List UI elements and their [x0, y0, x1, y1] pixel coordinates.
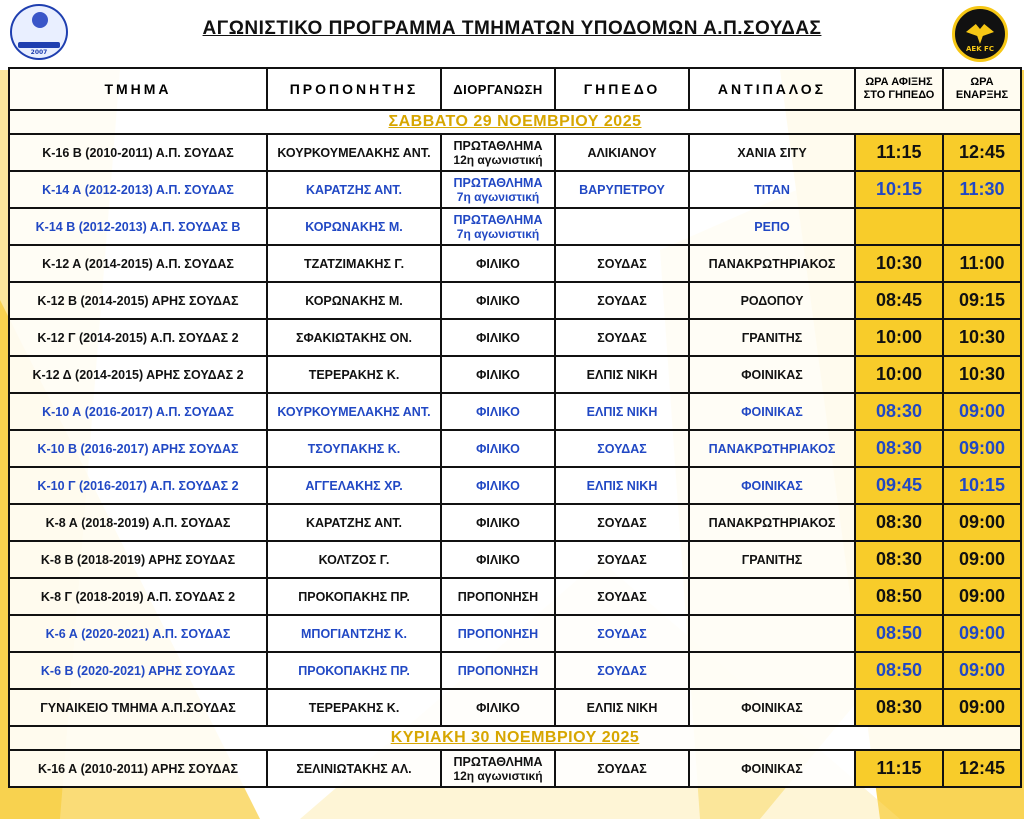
- organization-cell: [441, 319, 555, 356]
- team-cell: Κ-10 Α (2016-2017) Α.Π. ΣΟΥΔΑΣ: [9, 393, 267, 430]
- table-row: [9, 541, 1021, 578]
- opponent-cell: ΦΟΙΝΙΚΑΣ: [689, 750, 855, 787]
- organization-label: ΠΡΩΤΑΘΛΗΜΑ: [453, 138, 543, 153]
- start-time-cell: 09:00: [943, 652, 1021, 689]
- team-cell: Κ-8 Β (2018-2019) ΑΡΗΣ ΣΟΥΔΑΣ: [9, 541, 267, 578]
- organization-label: ΠΡΩΤΑΘΛΗΜΑ: [453, 754, 543, 769]
- venue-cell: ΒΑΡΥΠΕΤΡΟΥ: [555, 171, 689, 208]
- venue-cell: ΣΟΥΔΑΣ: [555, 245, 689, 282]
- organization-cell: [441, 578, 555, 615]
- coach-cell: ΤΕΡΕΡΑΚΗΣ Κ.: [267, 356, 441, 393]
- header-coach: ΠΡΟΠΟΝΗΤΗΣ: [267, 68, 441, 110]
- start-time-cell: 10:30: [943, 356, 1021, 393]
- organization-cell: [441, 615, 555, 652]
- arrival-time-cell: 08:50: [855, 578, 943, 615]
- opponent-cell: ΦΟΙΝΙΚΑΣ: [689, 689, 855, 726]
- organization-label: ΠΡΩΤΑΘΛΗΜΑ: [453, 212, 543, 227]
- team-cell: Κ-12 Β (2014-2015) ΑΡΗΣ ΣΟΥΔΑΣ: [9, 282, 267, 319]
- arrival-time-cell: 10:00: [855, 356, 943, 393]
- table-row: [9, 282, 1021, 319]
- header: [0, 0, 1024, 66]
- arrival-time-cell: 08:50: [855, 652, 943, 689]
- venue-cell: ΣΟΥΔΑΣ: [555, 578, 689, 615]
- arrival-time-cell: 08:30: [855, 541, 943, 578]
- team-cell: Κ-12 Α (2014-2015) Α.Π. ΣΟΥΔΑΣ: [9, 245, 267, 282]
- organization-label: ΦΙΛΙΚΟ: [476, 478, 520, 493]
- start-time-cell: 09:15: [943, 282, 1021, 319]
- opponent-cell: ΡΕΠΟ: [689, 208, 855, 245]
- coach-cell: ΚΟΡΩΝΑΚΗΣ Μ.: [267, 282, 441, 319]
- organization-cell: [441, 134, 555, 171]
- opponent-cell: [689, 652, 855, 689]
- coach-cell: ΚΟΛΤΖΟΣ Γ.: [267, 541, 441, 578]
- coach-cell: ΤΖΑΤΖΙΜΑΚΗΣ Γ.: [267, 245, 441, 282]
- arrival-time-cell: 08:30: [855, 689, 943, 726]
- opponent-cell: [689, 578, 855, 615]
- start-time-cell: 10:30: [943, 319, 1021, 356]
- opponent-cell: ΦΟΙΝΙΚΑΣ: [689, 393, 855, 430]
- coach-cell: ΚΟΥΡΚΟΥΜΕΛΑΚΗΣ ΑΝΤ.: [267, 134, 441, 171]
- table-row: [9, 171, 1021, 208]
- table-header-row: [9, 68, 1021, 110]
- venue-cell: ΕΛΠΙΣ ΝΙΚΗ: [555, 356, 689, 393]
- venue-cell: ΕΛΠΙΣ ΝΙΚΗ: [555, 467, 689, 504]
- organization-cell: [441, 393, 555, 430]
- arrival-time-cell: 08:45: [855, 282, 943, 319]
- matchday-label: 7η αγωνιστική: [456, 189, 540, 204]
- opponent-cell: ΦΟΙΝΙΚΑΣ: [689, 356, 855, 393]
- opponent-cell: [689, 615, 855, 652]
- organization-cell: [441, 504, 555, 541]
- opponent-cell: ΠΑΝΑΚΡΩΤΗΡΙΑΚΟΣ: [689, 504, 855, 541]
- matchday-label: 12η αγωνιστική: [453, 768, 543, 783]
- organization-label: ΦΙΛΙΚΟ: [476, 404, 520, 419]
- table-row: [9, 430, 1021, 467]
- venue-cell: ΣΟΥΔΑΣ: [555, 430, 689, 467]
- coach-cell: ΤΕΡΕΡΑΚΗΣ Κ.: [267, 689, 441, 726]
- organization-label: ΦΙΛΙΚΟ: [476, 367, 520, 382]
- opponent-cell: ΦΟΙΝΙΚΑΣ: [689, 467, 855, 504]
- team-cell: Κ-12 Γ (2014-2015) Α.Π. ΣΟΥΔΑΣ 2: [9, 319, 267, 356]
- day-heading-row: [9, 110, 1021, 134]
- organization-cell: [441, 430, 555, 467]
- opponent-cell: ΧΑΝΙΑ ΣΙΤΥ: [689, 134, 855, 171]
- team-cell: Κ-14 Α (2012-2013) Α.Π. ΣΟΥΔΑΣ: [9, 171, 267, 208]
- table-row: [9, 319, 1021, 356]
- coach-cell: ΑΓΓΕΛΑΚΗΣ ΧΡ.: [267, 467, 441, 504]
- coach-cell: ΚΑΡΑΤΖΗΣ ΑΝΤ.: [267, 504, 441, 541]
- organization-cell: [441, 356, 555, 393]
- table-row: [9, 245, 1021, 282]
- page-title: ΑΓΩΝΙΣΤΙΚΟ ΠΡΟΓΡΑΜΜΑ ΤΜΗΜΑΤΩΝ ΥΠΟΔΟΜΩΝ Α.Π.ΣΟΥΔΑΣ: [202, 18, 822, 39]
- venue-cell: ΣΟΥΔΑΣ: [555, 541, 689, 578]
- table-row: [9, 356, 1021, 393]
- header-team: ΤΜΗΜΑ: [9, 68, 267, 110]
- team-cell: Κ-12 Δ (2014-2015) ΑΡΗΣ ΣΟΥΔΑΣ 2: [9, 356, 267, 393]
- table-row: [9, 208, 1021, 245]
- arrival-time-cell: 11:15: [855, 134, 943, 171]
- start-time-cell: 11:00: [943, 245, 1021, 282]
- organization-label: ΦΙΛΙΚΟ: [476, 330, 520, 345]
- matchday-label: 7η αγωνιστική: [456, 226, 540, 241]
- opponent-cell: ΓΡΑΝΙΤΗΣ: [689, 541, 855, 578]
- header-arrival-time: ΩΡΑ ΑΦΙΞΗΣ ΣΤΟ ΓΗΠΕΔΟ: [855, 68, 943, 110]
- start-time-cell: 12:45: [943, 750, 1021, 787]
- arrival-time-cell: 10:15: [855, 171, 943, 208]
- organization-label: ΦΙΛΙΚΟ: [476, 515, 520, 530]
- opponent-cell: ΡΟΔΟΠΟΥ: [689, 282, 855, 319]
- start-time-cell: 09:00: [943, 615, 1021, 652]
- organization-cell: [441, 750, 555, 787]
- eagle-icon: [966, 24, 994, 44]
- venue-cell: ΣΟΥΔΑΣ: [555, 319, 689, 356]
- start-time-cell: 09:00: [943, 541, 1021, 578]
- venue-cell: ΣΟΥΔΑΣ: [555, 504, 689, 541]
- team-cell: Κ-8 Α (2018-2019) Α.Π. ΣΟΥΔΑΣ: [9, 504, 267, 541]
- table-row: [9, 615, 1021, 652]
- organization-label: ΠΡΩΤΑΘΛΗΜΑ: [453, 175, 543, 190]
- team-cell: Κ-6 Α (2020-2021) Α.Π. ΣΟΥΔΑΣ: [9, 615, 267, 652]
- arrival-time-cell: 08:30: [855, 393, 943, 430]
- arrival-time-cell: [855, 208, 943, 245]
- arrival-time-cell: 08:30: [855, 430, 943, 467]
- coach-cell: ΠΡΟΚΟΠΑΚΗΣ ΠΡ.: [267, 578, 441, 615]
- coach-cell: ΜΠΟΓΙΑΝΤΖΗΣ Κ.: [267, 615, 441, 652]
- coach-cell: ΠΡΟΚΟΠΑΚΗΣ ΠΡ.: [267, 652, 441, 689]
- coach-cell: ΚΑΡΑΤΖΗΣ ΑΝΤ.: [267, 171, 441, 208]
- coach-cell: ΚΟΥΡΚΟΥΜΕΛΑΚΗΣ ΑΝΤ.: [267, 393, 441, 430]
- organization-cell: [441, 282, 555, 319]
- start-time-cell: 11:30: [943, 171, 1021, 208]
- start-time-cell: [943, 208, 1021, 245]
- organization-label: ΦΙΛΙΚΟ: [476, 700, 520, 715]
- organization-cell: [441, 541, 555, 578]
- arrival-time-cell: 09:45: [855, 467, 943, 504]
- start-time-cell: 09:00: [943, 689, 1021, 726]
- arrival-time-cell: 11:15: [855, 750, 943, 787]
- matchday-label: 12η αγωνιστική: [453, 152, 543, 167]
- start-time-cell: 10:15: [943, 467, 1021, 504]
- venue-cell: ΕΛΠΙΣ ΝΙΚΗ: [555, 393, 689, 430]
- header-organization: ΔΙΟΡΓΑΝΩΣΗ: [441, 68, 555, 110]
- organization-cell: [441, 467, 555, 504]
- arrival-time-cell: 10:00: [855, 319, 943, 356]
- venue-cell: [555, 208, 689, 245]
- team-cell: Κ-8 Γ (2018-2019) Α.Π. ΣΟΥΔΑΣ 2: [9, 578, 267, 615]
- organization-label: ΠΡΟΠΟΝΗΣΗ: [457, 663, 539, 678]
- coach-cell: ΣΦΑΚΙΩΤΑΚΗΣ ΟΝ.: [267, 319, 441, 356]
- aek-logo-right: AEK FC: [952, 6, 1008, 62]
- venue-cell: ΣΟΥΔΑΣ: [555, 750, 689, 787]
- venue-cell: ΑΛΙΚΙΑΝΟΥ: [555, 134, 689, 171]
- day-heading-row: [9, 726, 1021, 750]
- header-opponent: ΑΝΤΙΠΑΛΟΣ: [689, 68, 855, 110]
- organization-cell: [441, 689, 555, 726]
- header-start-time: ΩΡΑ ΕΝΑΡΞΗΣ: [943, 68, 1021, 110]
- opponent-cell: ΤΙΤΑΝ: [689, 171, 855, 208]
- schedule-table: [8, 67, 1022, 788]
- table-row: [9, 652, 1021, 689]
- table-row: [9, 689, 1021, 726]
- organization-cell: [441, 208, 555, 245]
- team-cell: Κ-16 Α (2010-2011) ΑΡΗΣ ΣΟΥΔΑΣ: [9, 750, 267, 787]
- organization-cell: [441, 245, 555, 282]
- start-time-cell: 09:00: [943, 393, 1021, 430]
- day-heading: ΣΑΒΒΑΤΟ 29 ΝΟΕΜΒΡΙΟΥ 2025: [9, 110, 1021, 134]
- club-logo-left: 2007: [10, 4, 68, 60]
- table-row: [9, 467, 1021, 504]
- day-heading: ΚΥΡΙΑΚΗ 30 ΝΟΕΜΒΡΙΟΥ 2025: [9, 726, 1021, 750]
- header-venue: ΓΗΠΕΔΟ: [555, 68, 689, 110]
- organization-label: ΦΙΛΙΚΟ: [476, 256, 520, 271]
- arrival-time-cell: 10:30: [855, 245, 943, 282]
- table-row: [9, 504, 1021, 541]
- organization-label: ΦΙΛΙΚΟ: [476, 293, 520, 308]
- table-row: [9, 134, 1021, 171]
- opponent-cell: ΠΑΝΑΚΡΩΤΗΡΙΑΚΟΣ: [689, 245, 855, 282]
- start-time-cell: 12:45: [943, 134, 1021, 171]
- organization-cell: [441, 652, 555, 689]
- organization-cell: [441, 171, 555, 208]
- coach-cell: ΤΣΟΥΠΑΚΗΣ Κ.: [267, 430, 441, 467]
- table-row: [9, 750, 1021, 787]
- venue-cell: ΣΟΥΔΑΣ: [555, 282, 689, 319]
- venue-cell: ΕΛΠΙΣ ΝΙΚΗ: [555, 689, 689, 726]
- start-time-cell: 09:00: [943, 578, 1021, 615]
- organization-label: ΦΙΛΙΚΟ: [476, 441, 520, 456]
- arrival-time-cell: 08:50: [855, 615, 943, 652]
- team-cell: ΓΥΝΑΙΚΕΙΟ ΤΜΗΜΑ Α.Π.ΣΟΥΔΑΣ: [9, 689, 267, 726]
- organization-label: ΠΡΟΠΟΝΗΣΗ: [457, 626, 539, 641]
- team-cell: Κ-16 Β (2010-2011) Α.Π. ΣΟΥΔΑΣ: [9, 134, 267, 171]
- start-time-cell: 09:00: [943, 504, 1021, 541]
- table-row: [9, 393, 1021, 430]
- venue-cell: ΣΟΥΔΑΣ: [555, 615, 689, 652]
- organization-label: ΦΙΛΙΚΟ: [476, 552, 520, 567]
- team-cell: Κ-14 Β (2012-2013) Α.Π. ΣΟΥΔΑΣ Β: [9, 208, 267, 245]
- team-cell: Κ-10 Γ (2016-2017) Α.Π. ΣΟΥΔΑΣ 2: [9, 467, 267, 504]
- start-time-cell: 09:00: [943, 430, 1021, 467]
- opponent-cell: ΠΑΝΑΚΡΩΤΗΡΙΑΚΟΣ: [689, 430, 855, 467]
- arrival-time-cell: 08:30: [855, 504, 943, 541]
- organization-label: ΠΡΟΠΟΝΗΣΗ: [457, 589, 539, 604]
- venue-cell: ΣΟΥΔΑΣ: [555, 652, 689, 689]
- team-cell: Κ-6 Β (2020-2021) ΑΡΗΣ ΣΟΥΔΑΣ: [9, 652, 267, 689]
- coach-cell: ΚΟΡΩΝΑΚΗΣ Μ.: [267, 208, 441, 245]
- opponent-cell: ΓΡΑΝΙΤΗΣ: [689, 319, 855, 356]
- coach-cell: ΣΕΛΙΝΙΩΤΑΚΗΣ ΑΛ.: [267, 750, 441, 787]
- table-row: [9, 578, 1021, 615]
- team-cell: Κ-10 Β (2016-2017) ΑΡΗΣ ΣΟΥΔΑΣ: [9, 430, 267, 467]
